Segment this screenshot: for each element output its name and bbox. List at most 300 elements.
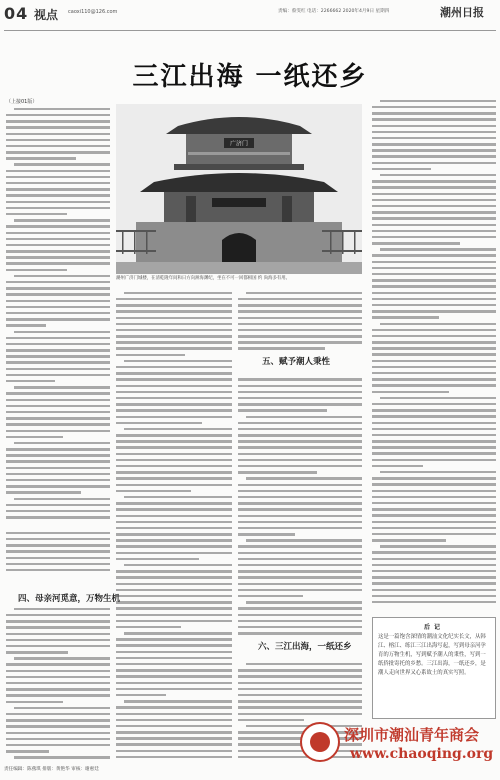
text-line-bar bbox=[6, 467, 110, 469]
text-line-bar bbox=[14, 386, 110, 388]
text-line-bar bbox=[6, 454, 110, 456]
text-line-bar bbox=[6, 473, 110, 475]
text-line-bar bbox=[372, 242, 460, 244]
text-line-bar bbox=[372, 527, 496, 529]
text-line-bar bbox=[6, 194, 110, 196]
text-line-bar bbox=[6, 300, 110, 302]
text-line-bar bbox=[238, 397, 362, 399]
text-line-bar bbox=[372, 384, 496, 386]
text-line-bar bbox=[116, 477, 232, 479]
article-photo bbox=[116, 104, 362, 274]
text-line-bar bbox=[116, 713, 232, 715]
text-line-bar bbox=[6, 368, 110, 370]
text-line-bar bbox=[372, 347, 496, 349]
text-line-bar bbox=[116, 601, 232, 603]
text-line-bar bbox=[238, 385, 362, 387]
text-line-bar bbox=[238, 490, 362, 492]
text-line-bar bbox=[14, 163, 110, 165]
text-line bbox=[116, 401, 232, 407]
text-line bbox=[6, 162, 110, 168]
text-line bbox=[6, 248, 110, 254]
text-line-bar bbox=[116, 614, 232, 616]
text-line bbox=[116, 432, 232, 438]
text-line-bar bbox=[238, 409, 327, 411]
text-line-bar bbox=[372, 180, 496, 182]
text-line-bar bbox=[116, 545, 232, 547]
text-line-bar bbox=[238, 558, 362, 560]
text-line-bar bbox=[6, 532, 110, 534]
text-line-bar bbox=[6, 293, 110, 295]
text-line-bar bbox=[6, 750, 49, 752]
afterword-box bbox=[372, 617, 496, 719]
text-line-bar bbox=[116, 446, 232, 448]
text-line-bar bbox=[6, 651, 68, 653]
text-line-bar bbox=[116, 298, 232, 300]
text-line bbox=[116, 340, 232, 346]
text-line bbox=[116, 643, 232, 649]
text-line bbox=[116, 630, 232, 636]
text-line-bar bbox=[6, 411, 110, 413]
text-line-bar bbox=[372, 162, 496, 164]
text-line-bar bbox=[372, 570, 496, 572]
text-line-bar bbox=[6, 569, 110, 571]
text-line-bar bbox=[116, 490, 191, 492]
text-line-bar bbox=[372, 496, 496, 498]
text-line-bar bbox=[6, 244, 110, 246]
text-line-bar bbox=[6, 250, 110, 252]
text-line bbox=[6, 686, 110, 692]
text-line-bar bbox=[6, 738, 110, 740]
text-line bbox=[372, 383, 496, 389]
text-line-bar bbox=[124, 700, 232, 702]
text-line-bar bbox=[238, 298, 362, 300]
text-line bbox=[238, 476, 362, 482]
text-line-bar bbox=[14, 331, 110, 333]
text-line-bar bbox=[380, 248, 496, 250]
text-line-bar bbox=[372, 422, 496, 424]
text-line bbox=[238, 606, 362, 612]
text-line-bar bbox=[6, 392, 110, 394]
text-line-bar bbox=[238, 508, 362, 510]
text-line bbox=[372, 407, 496, 413]
text-line bbox=[238, 599, 362, 605]
text-line-bar bbox=[124, 632, 232, 634]
text-line bbox=[6, 755, 110, 761]
text-line-bar bbox=[116, 484, 232, 486]
continued-from-label: （上接01版） bbox=[6, 99, 38, 105]
text-line-bar bbox=[6, 417, 110, 419]
text-line-bar bbox=[6, 120, 110, 122]
text-line-bar bbox=[116, 589, 232, 591]
text-column-2 bbox=[116, 290, 232, 766]
text-line-bar bbox=[372, 533, 496, 535]
text-line-bar bbox=[372, 514, 496, 516]
text-line bbox=[116, 674, 232, 680]
text-line-bar bbox=[372, 205, 496, 207]
text-line-bar bbox=[372, 211, 496, 213]
text-line-bar bbox=[6, 713, 110, 715]
text-line-bar bbox=[372, 304, 496, 306]
text-line-bar bbox=[116, 341, 232, 343]
text-line-bar bbox=[380, 397, 496, 399]
text-line-bar bbox=[6, 281, 110, 283]
text-line-bar bbox=[238, 545, 362, 547]
text-line-bar bbox=[372, 149, 496, 151]
text-line-bar bbox=[14, 498, 110, 500]
text-line-bar bbox=[372, 236, 496, 238]
text-line-bar bbox=[372, 143, 496, 145]
text-line bbox=[372, 445, 496, 451]
text-line bbox=[372, 352, 496, 358]
text-line-bar bbox=[6, 157, 76, 159]
text-line-bar bbox=[116, 657, 232, 659]
text-line-bar bbox=[6, 688, 110, 690]
text-line-bar bbox=[238, 570, 362, 572]
text-line-bar bbox=[238, 341, 362, 343]
page-header bbox=[0, 0, 500, 38]
text-line bbox=[6, 347, 110, 353]
text-line-bar bbox=[238, 607, 362, 609]
text-line bbox=[372, 185, 496, 191]
text-line bbox=[116, 544, 232, 550]
text-line-bar bbox=[6, 355, 110, 357]
text-line-bar bbox=[238, 323, 362, 325]
text-line-bar bbox=[372, 279, 496, 281]
text-line-bar bbox=[116, 527, 232, 529]
text-line bbox=[372, 581, 496, 587]
text-line bbox=[6, 384, 110, 390]
text-line-bar bbox=[116, 620, 232, 622]
text-line-bar bbox=[238, 595, 303, 597]
text-line-bar bbox=[246, 292, 362, 294]
text-line bbox=[6, 618, 110, 624]
text-line-bar bbox=[372, 477, 496, 479]
text-line-bar bbox=[6, 318, 110, 320]
text-line-bar bbox=[116, 310, 232, 312]
text-line bbox=[6, 186, 110, 192]
text-line bbox=[6, 717, 110, 723]
text-line bbox=[372, 209, 496, 215]
text-line-bar bbox=[6, 405, 110, 407]
text-line bbox=[372, 550, 496, 556]
text-line-bar bbox=[372, 564, 496, 566]
watermark-name: 深圳市潮汕青年商会 bbox=[344, 726, 480, 744]
text-line-bar bbox=[116, 669, 232, 671]
text-line-bar bbox=[6, 510, 110, 512]
text-line-bar bbox=[238, 403, 362, 405]
text-line-bar bbox=[380, 545, 496, 547]
text-line-bar bbox=[6, 306, 110, 308]
text-line bbox=[238, 698, 362, 704]
text-line-bar bbox=[372, 551, 496, 553]
text-line-bar bbox=[238, 626, 362, 628]
text-line-bar bbox=[372, 415, 496, 417]
text-line bbox=[6, 354, 110, 360]
text-line-bar bbox=[6, 448, 110, 450]
text-line bbox=[6, 453, 110, 459]
page-footer: 责任编辑：陈燕琪 排版：黄艳华 审核：谢惠廷 bbox=[4, 767, 99, 772]
text-line bbox=[6, 483, 110, 489]
text-line bbox=[116, 370, 232, 376]
text-line-bar bbox=[238, 347, 325, 349]
text-line-bar bbox=[6, 504, 110, 506]
text-line-bar bbox=[6, 550, 110, 552]
text-line bbox=[116, 599, 232, 605]
text-line-bar bbox=[6, 232, 110, 234]
text-line bbox=[116, 439, 232, 445]
text-line-bar bbox=[116, 675, 232, 677]
text-line bbox=[238, 439, 362, 445]
text-line-bar bbox=[6, 126, 110, 128]
text-line-bar bbox=[14, 108, 110, 110]
text-line-bar bbox=[116, 558, 199, 560]
text-line-bar bbox=[372, 521, 496, 523]
text-line-bar bbox=[372, 199, 496, 201]
text-line-bar bbox=[6, 201, 110, 203]
text-line-bar bbox=[6, 479, 110, 481]
text-line-bar bbox=[116, 576, 232, 578]
text-line-bar bbox=[6, 436, 63, 438]
text-line-bar bbox=[116, 552, 232, 554]
text-line-bar bbox=[6, 694, 110, 696]
text-line-bar bbox=[6, 145, 110, 147]
text-line-bar bbox=[116, 335, 232, 337]
text-line bbox=[238, 575, 362, 581]
text-line bbox=[372, 376, 496, 382]
text-line-bar bbox=[14, 219, 110, 221]
text-line bbox=[6, 217, 110, 223]
text-line-bar bbox=[372, 446, 496, 448]
page-number: 04 bbox=[4, 4, 29, 23]
text-line bbox=[372, 216, 496, 222]
text-line-bar bbox=[14, 756, 110, 758]
text-line-bar bbox=[6, 269, 67, 271]
text-line-bar bbox=[238, 583, 362, 585]
text-line-bar bbox=[116, 663, 232, 665]
text-column-1 bbox=[6, 106, 110, 524]
text-line-bar bbox=[372, 106, 496, 108]
text-line bbox=[238, 568, 362, 574]
text-line-bar bbox=[372, 193, 496, 195]
text-line bbox=[6, 625, 110, 631]
text-line-bar bbox=[116, 595, 232, 597]
text-line-bar bbox=[246, 663, 362, 665]
text-line-bar bbox=[372, 483, 496, 485]
text-line-bar bbox=[238, 620, 362, 622]
text-line-bar bbox=[14, 608, 110, 610]
text-line-bar bbox=[372, 490, 496, 492]
text-line-bar bbox=[238, 564, 362, 566]
text-line-bar bbox=[6, 614, 110, 616]
text-line-bar bbox=[116, 539, 232, 541]
text-line-bar bbox=[372, 360, 496, 362]
text-line-bar bbox=[124, 292, 232, 294]
text-line bbox=[238, 507, 362, 513]
text-line-bar bbox=[116, 354, 185, 356]
text-line-bar bbox=[238, 335, 362, 337]
text-line bbox=[372, 277, 496, 283]
text-line-bar bbox=[372, 267, 496, 269]
subhead-section-5: 五、赋予潮人秉性 bbox=[262, 357, 331, 367]
text-line-bar bbox=[372, 316, 439, 318]
text-line bbox=[372, 506, 496, 512]
text-line bbox=[116, 500, 232, 506]
text-line-bar bbox=[238, 533, 295, 535]
text-line-bar bbox=[380, 471, 496, 473]
text-line-bar bbox=[238, 317, 362, 319]
text-line-bar bbox=[238, 669, 362, 671]
section4-intro bbox=[6, 530, 110, 578]
text-line-bar bbox=[6, 114, 110, 116]
text-line-bar bbox=[116, 440, 232, 442]
text-line-bar bbox=[116, 651, 232, 653]
text-line-bar bbox=[238, 304, 362, 306]
text-line-bar bbox=[116, 521, 232, 523]
text-line-bar bbox=[116, 638, 232, 640]
text-column-1-lower bbox=[6, 606, 110, 766]
text-line bbox=[6, 422, 110, 428]
text-line-bar bbox=[372, 558, 496, 560]
afterword-title: 后记 bbox=[423, 624, 444, 631]
text-line bbox=[116, 568, 232, 574]
text-line-bar bbox=[116, 453, 232, 455]
text-line bbox=[372, 339, 496, 345]
text-line-bar bbox=[238, 484, 362, 486]
text-line bbox=[372, 482, 496, 488]
text-line bbox=[116, 333, 232, 339]
text-line-bar bbox=[14, 707, 110, 709]
text-line-bar bbox=[372, 329, 496, 331]
text-line bbox=[6, 415, 110, 421]
gate-tower-illustration bbox=[116, 104, 362, 274]
text-line bbox=[6, 118, 110, 124]
text-line-bar bbox=[372, 378, 496, 380]
text-line-bar bbox=[238, 496, 362, 498]
text-line bbox=[116, 754, 232, 760]
text-line-bar bbox=[372, 440, 496, 442]
text-line-bar bbox=[238, 713, 362, 715]
text-line-bar bbox=[6, 563, 110, 565]
text-line-bar bbox=[372, 409, 496, 411]
text-line-bar bbox=[116, 366, 232, 368]
section-email: caoxi110@126.com bbox=[68, 9, 118, 15]
text-line bbox=[6, 224, 110, 230]
text-line bbox=[238, 333, 362, 339]
text-line-bar bbox=[124, 496, 232, 498]
text-line bbox=[6, 316, 110, 322]
text-line bbox=[6, 656, 110, 662]
text-line-bar bbox=[372, 508, 496, 510]
text-line-bar bbox=[238, 310, 362, 312]
text-column-4 bbox=[372, 98, 496, 612]
text-line-bar bbox=[6, 312, 110, 314]
text-line-bar bbox=[116, 731, 232, 733]
text-line bbox=[6, 567, 110, 573]
text-line-bar bbox=[246, 477, 362, 479]
plaque-text: 广济门 bbox=[229, 140, 249, 148]
text-line-bar bbox=[6, 538, 110, 540]
text-line-bar bbox=[238, 706, 362, 708]
text-line-bar bbox=[372, 601, 496, 603]
text-line-bar bbox=[116, 378, 232, 380]
text-line-bar bbox=[116, 397, 232, 399]
text-line-bar bbox=[6, 423, 110, 425]
afterword-body: 这是一篇饱含深情的潮汕文化纪实长文，从韩江、榕江、练江三江出海写起，写到母亲河孕育的万物生机，写到赋予潮人的秉性，写到一纸侨批寄托的乡愁。三江出海，一纸还乡，是潮人走向世界又心系故土的真实写照。 bbox=[378, 634, 486, 676]
text-line-bar bbox=[124, 428, 232, 430]
text-line bbox=[116, 742, 232, 748]
text-line-bar bbox=[372, 372, 496, 374]
text-line-bar bbox=[238, 515, 362, 517]
text-line bbox=[372, 247, 496, 253]
text-line-bar bbox=[6, 207, 110, 209]
text-line-bar bbox=[372, 155, 496, 157]
text-line bbox=[238, 538, 362, 544]
text-line-bar bbox=[238, 428, 362, 430]
text-line-bar bbox=[238, 688, 362, 690]
text-line-bar bbox=[238, 694, 362, 696]
text-line-bar bbox=[6, 287, 110, 289]
text-line-bar bbox=[6, 337, 110, 339]
text-line-bar bbox=[6, 176, 110, 178]
text-line-bar bbox=[124, 360, 232, 362]
chamber-logo-icon bbox=[300, 722, 340, 762]
text-line-bar bbox=[6, 256, 110, 258]
text-line-bar bbox=[372, 125, 496, 127]
text-line bbox=[372, 513, 496, 519]
text-line-bar bbox=[6, 682, 110, 684]
text-line-bar bbox=[116, 644, 232, 646]
text-line-bar bbox=[372, 224, 496, 226]
text-line bbox=[6, 125, 110, 131]
text-line-bar bbox=[116, 756, 232, 758]
text-line-bar bbox=[372, 186, 496, 188]
text-line-bar bbox=[372, 465, 423, 467]
text-line bbox=[6, 292, 110, 298]
text-line-bar bbox=[116, 719, 232, 721]
text-line bbox=[6, 662, 110, 668]
text-line-bar bbox=[372, 428, 496, 430]
text-line bbox=[372, 599, 496, 605]
text-line bbox=[238, 346, 362, 352]
text-line-bar bbox=[6, 557, 110, 559]
text-line bbox=[372, 253, 496, 259]
text-line-bar bbox=[6, 361, 110, 363]
text-line-bar bbox=[238, 502, 362, 504]
text-line-bar bbox=[372, 335, 496, 337]
text-line-bar bbox=[6, 626, 110, 628]
text-line bbox=[116, 408, 232, 414]
text-line-bar bbox=[116, 471, 232, 473]
text-line bbox=[6, 549, 110, 555]
text-line-bar bbox=[372, 168, 431, 170]
text-line-bar bbox=[116, 391, 232, 393]
text-line bbox=[372, 141, 496, 147]
text-line-bar bbox=[116, 583, 232, 585]
text-line bbox=[238, 401, 362, 407]
text-line-bar bbox=[372, 539, 446, 541]
text-line bbox=[6, 514, 110, 520]
text-line-bar bbox=[238, 521, 362, 523]
text-line-bar bbox=[6, 225, 110, 227]
text-line-bar bbox=[6, 374, 110, 376]
text-line-bar bbox=[6, 151, 110, 153]
text-line-bar bbox=[6, 670, 110, 672]
text-line-bar bbox=[6, 485, 110, 487]
text-line bbox=[372, 346, 496, 352]
text-line-bar bbox=[14, 275, 110, 277]
text-line-bar bbox=[6, 213, 67, 215]
text-line-bar bbox=[116, 694, 166, 696]
